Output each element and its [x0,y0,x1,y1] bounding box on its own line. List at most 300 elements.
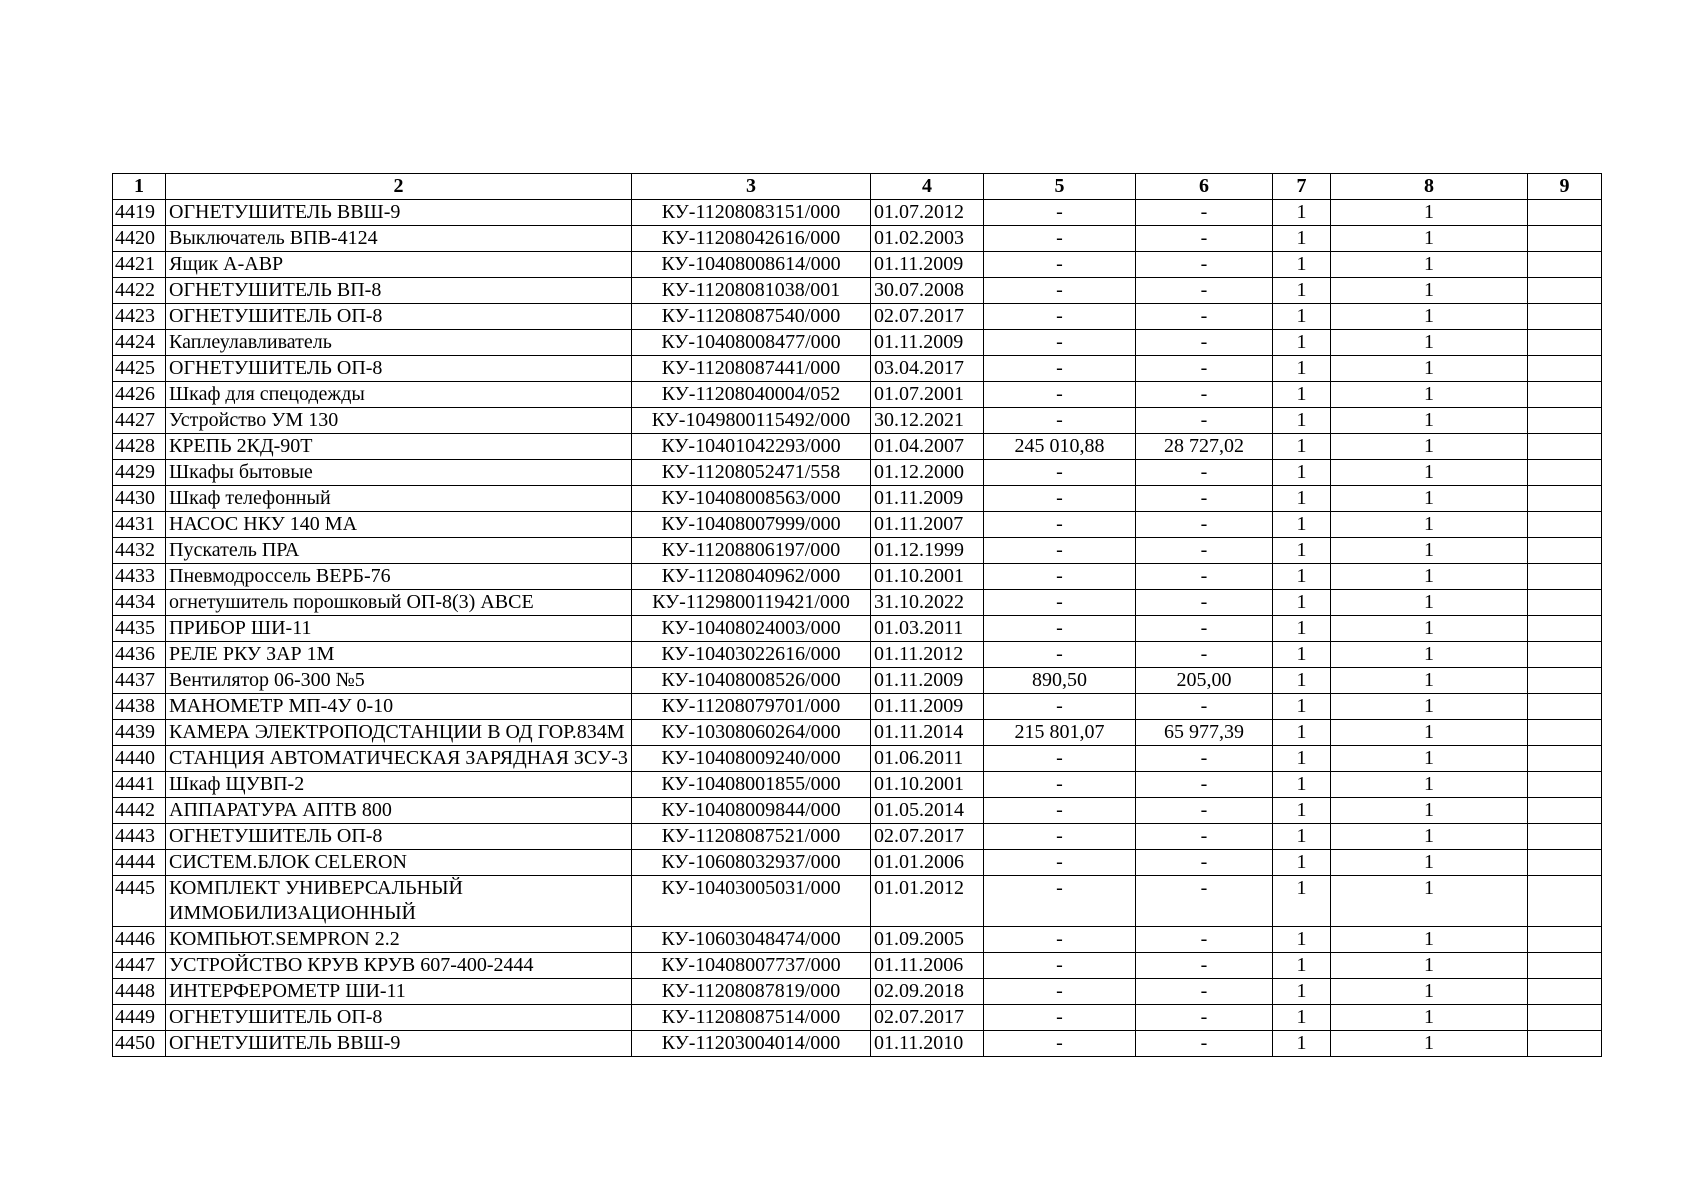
inventory-code-cell: КУ-10408008477/000 [632,330,871,356]
col-6-value-cell: - [1136,746,1273,772]
column-header-3: 3 [632,174,871,200]
col-9-value-cell [1528,694,1602,720]
inventory-code-cell: КУ-11208081038/001 [632,278,871,304]
col-6-value-cell: - [1136,512,1273,538]
table-row [113,304,1602,330]
col-8-value-cell: 1 [1331,460,1528,486]
col-5-value-cell: - [984,252,1136,278]
table-row [113,538,1602,564]
row-number-cell: 4444 [113,850,166,876]
item-name-cell: МАНОМЕТР МП-4У 0-10 [166,694,632,720]
date-cell: 01.11.2009 [871,486,984,512]
row-number-cell: 4432 [113,538,166,564]
table-row [113,1031,1602,1057]
col-6-value-cell: - [1136,356,1273,382]
date-cell: 31.10.2022 [871,590,984,616]
col-7-value-cell: 1 [1273,252,1331,278]
table-row [113,616,1602,642]
col-8-value-cell: 1 [1331,590,1528,616]
col-8-value-cell: 1 [1331,538,1528,564]
date-cell: 30.12.2021 [871,408,984,434]
col-6-value-cell: - [1136,876,1273,927]
col-5-value-cell: - [984,616,1136,642]
table-row [113,226,1602,252]
col-7-value-cell: 1 [1273,927,1331,953]
col-6-value-cell: - [1136,564,1273,590]
row-number-cell: 4436 [113,642,166,668]
col-9-value-cell [1528,720,1602,746]
table-row [113,200,1602,226]
column-header-6: 6 [1136,174,1273,200]
inventory-code-cell: КУ-11208087441/000 [632,356,871,382]
col-9-value-cell [1528,1031,1602,1057]
col-9-value-cell [1528,330,1602,356]
col-8-value-cell: 1 [1331,564,1528,590]
column-header-7: 7 [1273,174,1331,200]
row-number-cell: 4447 [113,953,166,979]
col-8-value-cell: 1 [1331,434,1528,460]
col-6-value-cell: - [1136,953,1273,979]
col-5-value-cell: - [984,330,1136,356]
col-5-value-cell: - [984,927,1136,953]
inventory-code-cell: КУ-11208087521/000 [632,824,871,850]
inventory-code-cell: КУ-11208087540/000 [632,304,871,330]
col-6-value-cell: - [1136,850,1273,876]
item-name-cell: КАМЕРА ЭЛЕКТРОПОДСТАНЦИИ В ОД ГОР.834М [166,720,632,746]
col-5-value-cell: - [984,200,1136,226]
item-name-cell: ОГНЕТУШИТЕЛЬ ВВШ-9 [166,1031,632,1057]
col-7-value-cell: 1 [1273,694,1331,720]
col-9-value-cell [1528,746,1602,772]
col-5-value-cell: 215 801,07 [984,720,1136,746]
item-name-cell: ОГНЕТУШИТЕЛЬ ВВШ-9 [166,200,632,226]
table-row [113,927,1602,953]
item-name-cell: СИСТЕМ.БЛОК CELERON [166,850,632,876]
row-number-cell: 4437 [113,668,166,694]
col-6-value-cell: - [1136,616,1273,642]
col-9-value-cell [1528,668,1602,694]
col-7-value-cell: 1 [1273,382,1331,408]
item-name-cell: Пневмодроссель ВЕРБ-76 [166,564,632,590]
table-row [113,590,1602,616]
item-name-cell: ОГНЕТУШИТЕЛЬ ОП-8 [166,304,632,330]
column-header-1: 1 [113,174,166,200]
col-6-value-cell: - [1136,200,1273,226]
col-8-value-cell: 1 [1331,330,1528,356]
col-9-value-cell [1528,252,1602,278]
item-name-cell: Выключатель ВПВ-4124 [166,226,632,252]
date-cell: 01.06.2011 [871,746,984,772]
col-7-value-cell: 1 [1273,330,1331,356]
table-row [113,694,1602,720]
inventory-code-cell: КУ-1129800119421/000 [632,590,871,616]
item-name-cell: Шкаф телефонный [166,486,632,512]
col-6-value-cell: - [1136,460,1273,486]
col-7-value-cell: 1 [1273,486,1331,512]
col-6-value-cell: - [1136,642,1273,668]
table-row [113,512,1602,538]
item-name-cell: Шкафы бытовые [166,460,632,486]
date-cell: 01.11.2007 [871,512,984,538]
row-number-cell: 4431 [113,512,166,538]
row-number-cell: 4433 [113,564,166,590]
col-7-value-cell: 1 [1273,798,1331,824]
date-cell: 01.05.2014 [871,798,984,824]
col-7-value-cell: 1 [1273,876,1331,927]
col-7-value-cell: 1 [1273,850,1331,876]
col-7-value-cell: 1 [1273,434,1331,460]
col-9-value-cell [1528,434,1602,460]
table-row [113,979,1602,1005]
col-5-value-cell: - [984,356,1136,382]
col-5-value-cell: - [984,226,1136,252]
item-name-cell: Каплеулавливатель [166,330,632,356]
inventory-table [112,173,1602,1057]
col-5-value-cell: - [984,460,1136,486]
item-name-cell: КОМПЛЕКТ УНИВЕРСАЛЬНЫЙ ИММОБИЛИЗАЦИОННЫЙ [166,876,632,927]
row-number-cell: 4422 [113,278,166,304]
col-5-value-cell: - [984,304,1136,330]
row-number-cell: 4428 [113,434,166,460]
date-cell: 01.11.2014 [871,720,984,746]
row-number-cell: 4448 [113,979,166,1005]
table-row [113,460,1602,486]
item-name-cell: огнетушитель порошковый ОП-8(3) АВСЕ [166,590,632,616]
col-5-value-cell: - [984,278,1136,304]
col-7-value-cell: 1 [1273,772,1331,798]
table-row [113,434,1602,460]
col-7-value-cell: 1 [1273,746,1331,772]
col-5-value-cell: - [984,979,1136,1005]
col-7-value-cell: 1 [1273,953,1331,979]
col-7-value-cell: 1 [1273,304,1331,330]
inventory-code-cell: КУ-10408009844/000 [632,798,871,824]
item-name-cell: Шкаф ЩУВП-2 [166,772,632,798]
table-row [113,382,1602,408]
col-8-value-cell: 1 [1331,252,1528,278]
item-name-cell: НАСОС НКУ 140 МА [166,512,632,538]
col-9-value-cell [1528,850,1602,876]
item-name-cell: ОГНЕТУШИТЕЛЬ ВП-8 [166,278,632,304]
col-8-value-cell: 1 [1331,850,1528,876]
row-number-cell: 4424 [113,330,166,356]
table-header [113,174,1602,200]
col-9-value-cell [1528,278,1602,304]
col-5-value-cell: - [984,590,1136,616]
date-cell: 02.07.2017 [871,304,984,330]
date-cell: 01.02.2003 [871,226,984,252]
item-name-cell: АППАРАТУРА АПТВ 800 [166,798,632,824]
col-5-value-cell: - [984,408,1136,434]
table-row [113,824,1602,850]
date-cell: 01.07.2012 [871,200,984,226]
col-9-value-cell [1528,226,1602,252]
col-8-value-cell: 1 [1331,382,1528,408]
col-7-value-cell: 1 [1273,1031,1331,1057]
date-cell: 01.11.2009 [871,694,984,720]
col-8-value-cell: 1 [1331,226,1528,252]
inventory-code-cell: КУ-11208083151/000 [632,200,871,226]
inventory-code-cell: КУ-11208052471/558 [632,460,871,486]
col-7-value-cell: 1 [1273,538,1331,564]
col-8-value-cell: 1 [1331,746,1528,772]
inventory-code-cell: КУ-11208806197/000 [632,538,871,564]
header-row [113,174,1602,200]
col-9-value-cell [1528,590,1602,616]
item-name-cell: Пускатель ПРА [166,538,632,564]
inventory-code-cell: КУ-10403022616/000 [632,642,871,668]
table-row [113,252,1602,278]
inventory-code-cell: КУ-10403005031/000 [632,876,871,927]
row-number-cell: 4440 [113,746,166,772]
row-number-cell: 4419 [113,200,166,226]
col-5-value-cell: - [984,382,1136,408]
col-6-value-cell: - [1136,1031,1273,1057]
col-8-value-cell: 1 [1331,1031,1528,1057]
row-number-cell: 4427 [113,408,166,434]
col-9-value-cell [1528,642,1602,668]
col-6-value-cell: 205,00 [1136,668,1273,694]
inventory-code-cell: КУ-11203004014/000 [632,1031,871,1057]
col-5-value-cell: - [984,953,1136,979]
inventory-code-cell: КУ-11208040004/052 [632,382,871,408]
item-name-cell: ОГНЕТУШИТЕЛЬ ОП-8 [166,824,632,850]
col-9-value-cell [1528,356,1602,382]
item-name-cell: ОГНЕТУШИТЕЛЬ ОП-8 [166,1005,632,1031]
col-8-value-cell: 1 [1331,304,1528,330]
col-6-value-cell: - [1136,252,1273,278]
row-number-cell: 4434 [113,590,166,616]
col-7-value-cell: 1 [1273,408,1331,434]
col-5-value-cell: - [984,694,1136,720]
col-9-value-cell [1528,927,1602,953]
row-number-cell: 4420 [113,226,166,252]
date-cell: 01.07.2001 [871,382,984,408]
col-9-value-cell [1528,512,1602,538]
col-7-value-cell: 1 [1273,200,1331,226]
col-8-value-cell: 1 [1331,278,1528,304]
col-8-value-cell: 1 [1331,979,1528,1005]
row-number-cell: 4441 [113,772,166,798]
column-header-2: 2 [166,174,632,200]
col-8-value-cell: 1 [1331,694,1528,720]
col-6-value-cell: - [1136,304,1273,330]
table-body [113,200,1602,1057]
table-row [113,850,1602,876]
col-9-value-cell [1528,538,1602,564]
col-6-value-cell: 28 727,02 [1136,434,1273,460]
col-8-value-cell: 1 [1331,720,1528,746]
col-8-value-cell: 1 [1331,876,1528,927]
item-name-cell: СТАНЦИЯ АВТОМАТИЧЕСКАЯ ЗАРЯДНАЯ ЗСУ-3 [166,746,632,772]
table-row [113,1005,1602,1031]
inventory-code-cell: КУ-10608032937/000 [632,850,871,876]
row-number-cell: 4445 [113,876,166,927]
column-header-4: 4 [871,174,984,200]
col-5-value-cell: - [984,772,1136,798]
row-number-cell: 4429 [113,460,166,486]
col-6-value-cell: - [1136,979,1273,1005]
date-cell: 01.10.2001 [871,564,984,590]
row-number-cell: 4449 [113,1005,166,1031]
row-number-cell: 4439 [113,720,166,746]
col-6-value-cell: - [1136,486,1273,512]
inventory-code-cell: КУ-10408001855/000 [632,772,871,798]
row-number-cell: 4423 [113,304,166,330]
col-5-value-cell: - [984,538,1136,564]
col-8-value-cell: 1 [1331,1005,1528,1031]
col-8-value-cell: 1 [1331,668,1528,694]
col-9-value-cell [1528,979,1602,1005]
col-5-value-cell: 890,50 [984,668,1136,694]
date-cell: 01.01.2006 [871,850,984,876]
col-9-value-cell [1528,876,1602,927]
item-name-cell: РЕЛЕ РКУ ЗАР 1М [166,642,632,668]
table-row [113,330,1602,356]
table-row [113,408,1602,434]
item-name-cell: ОГНЕТУШИТЕЛЬ ОП-8 [166,356,632,382]
inventory-code-cell: КУ-11208087514/000 [632,1005,871,1031]
inventory-code-cell: КУ-10603048474/000 [632,927,871,953]
col-7-value-cell: 1 [1273,824,1331,850]
inventory-code-cell: КУ-1049800115492/000 [632,408,871,434]
col-6-value-cell: - [1136,772,1273,798]
date-cell: 01.11.2012 [871,642,984,668]
item-name-cell: Вентилятор 06-300 №5 [166,668,632,694]
date-cell: 01.11.2009 [871,252,984,278]
date-cell: 01.09.2005 [871,927,984,953]
col-9-value-cell [1528,200,1602,226]
col-9-value-cell [1528,382,1602,408]
row-number-cell: 4446 [113,927,166,953]
col-5-value-cell: - [984,512,1136,538]
col-5-value-cell: - [984,824,1136,850]
col-8-value-cell: 1 [1331,798,1528,824]
item-name-cell: Шкаф для спецодежды [166,382,632,408]
table-row [113,564,1602,590]
item-name-cell: ИНТЕРФЕРОМЕТР ШИ-11 [166,979,632,1005]
col-6-value-cell: - [1136,590,1273,616]
col-6-value-cell: - [1136,824,1273,850]
table-row [113,642,1602,668]
date-cell: 01.04.2007 [871,434,984,460]
inventory-code-cell: КУ-10408008526/000 [632,668,871,694]
col-8-value-cell: 1 [1331,408,1528,434]
col-7-value-cell: 1 [1273,668,1331,694]
row-number-cell: 4435 [113,616,166,642]
inventory-code-cell: КУ-10408008563/000 [632,486,871,512]
col-7-value-cell: 1 [1273,979,1331,1005]
col-8-value-cell: 1 [1331,356,1528,382]
col-5-value-cell: - [984,564,1136,590]
col-6-value-cell: - [1136,798,1273,824]
col-9-value-cell [1528,824,1602,850]
table-row [113,486,1602,512]
col-7-value-cell: 1 [1273,278,1331,304]
table-row [113,668,1602,694]
col-8-value-cell: 1 [1331,486,1528,512]
col-8-value-cell: 1 [1331,953,1528,979]
col-9-value-cell [1528,1005,1602,1031]
table-row [113,278,1602,304]
inventory-code-cell: КУ-11208042616/000 [632,226,871,252]
row-number-cell: 4425 [113,356,166,382]
col-5-value-cell: - [984,850,1136,876]
col-8-value-cell: 1 [1331,824,1528,850]
col-7-value-cell: 1 [1273,720,1331,746]
col-7-value-cell: 1 [1273,564,1331,590]
date-cell: 01.11.2010 [871,1031,984,1057]
row-number-cell: 4421 [113,252,166,278]
inventory-code-cell: КУ-11208040962/000 [632,564,871,590]
inventory-code-cell: КУ-10408009240/000 [632,746,871,772]
inventory-code-cell: КУ-11208087819/000 [632,979,871,1005]
inventory-code-cell: КУ-10408007737/000 [632,953,871,979]
table-row [113,876,1602,927]
col-5-value-cell: - [984,1005,1136,1031]
col-8-value-cell: 1 [1331,927,1528,953]
table-row [113,356,1602,382]
col-6-value-cell: - [1136,927,1273,953]
row-number-cell: 4442 [113,798,166,824]
date-cell: 01.11.2009 [871,330,984,356]
col-7-value-cell: 1 [1273,460,1331,486]
col-9-value-cell [1528,408,1602,434]
date-cell: 03.04.2017 [871,356,984,382]
col-6-value-cell: - [1136,408,1273,434]
col-9-value-cell [1528,953,1602,979]
table-row [113,772,1602,798]
col-5-value-cell: - [984,642,1136,668]
item-name-cell: ПРИБОР ШИ-11 [166,616,632,642]
col-7-value-cell: 1 [1273,616,1331,642]
col-9-value-cell [1528,616,1602,642]
col-6-value-cell: - [1136,330,1273,356]
inventory-code-cell: КУ-10308060264/000 [632,720,871,746]
col-9-value-cell [1528,798,1602,824]
col-9-value-cell [1528,460,1602,486]
inventory-code-cell: КУ-10408024003/000 [632,616,871,642]
inventory-code-cell: КУ-10408007999/000 [632,512,871,538]
table-row [113,720,1602,746]
column-header-9: 9 [1528,174,1602,200]
date-cell: 01.11.2009 [871,668,984,694]
col-8-value-cell: 1 [1331,200,1528,226]
col-7-value-cell: 1 [1273,356,1331,382]
col-7-value-cell: 1 [1273,1005,1331,1031]
table-row [113,953,1602,979]
col-5-value-cell: - [984,876,1136,927]
col-9-value-cell [1528,772,1602,798]
column-header-8: 8 [1331,174,1528,200]
col-9-value-cell [1528,486,1602,512]
row-number-cell: 4450 [113,1031,166,1057]
date-cell: 02.09.2018 [871,979,984,1005]
inventory-code-cell: КУ-10401042293/000 [632,434,871,460]
inventory-code-cell: КУ-10408008614/000 [632,252,871,278]
col-8-value-cell: 1 [1331,512,1528,538]
item-name-cell: УСТРОЙСТВО КРУВ КРУВ 607-400-2444 [166,953,632,979]
col-7-value-cell: 1 [1273,642,1331,668]
date-cell: 02.07.2017 [871,824,984,850]
column-header-5: 5 [984,174,1136,200]
col-7-value-cell: 1 [1273,590,1331,616]
date-cell: 01.11.2006 [871,953,984,979]
col-7-value-cell: 1 [1273,512,1331,538]
col-8-value-cell: 1 [1331,642,1528,668]
col-7-value-cell: 1 [1273,226,1331,252]
row-number-cell: 4430 [113,486,166,512]
